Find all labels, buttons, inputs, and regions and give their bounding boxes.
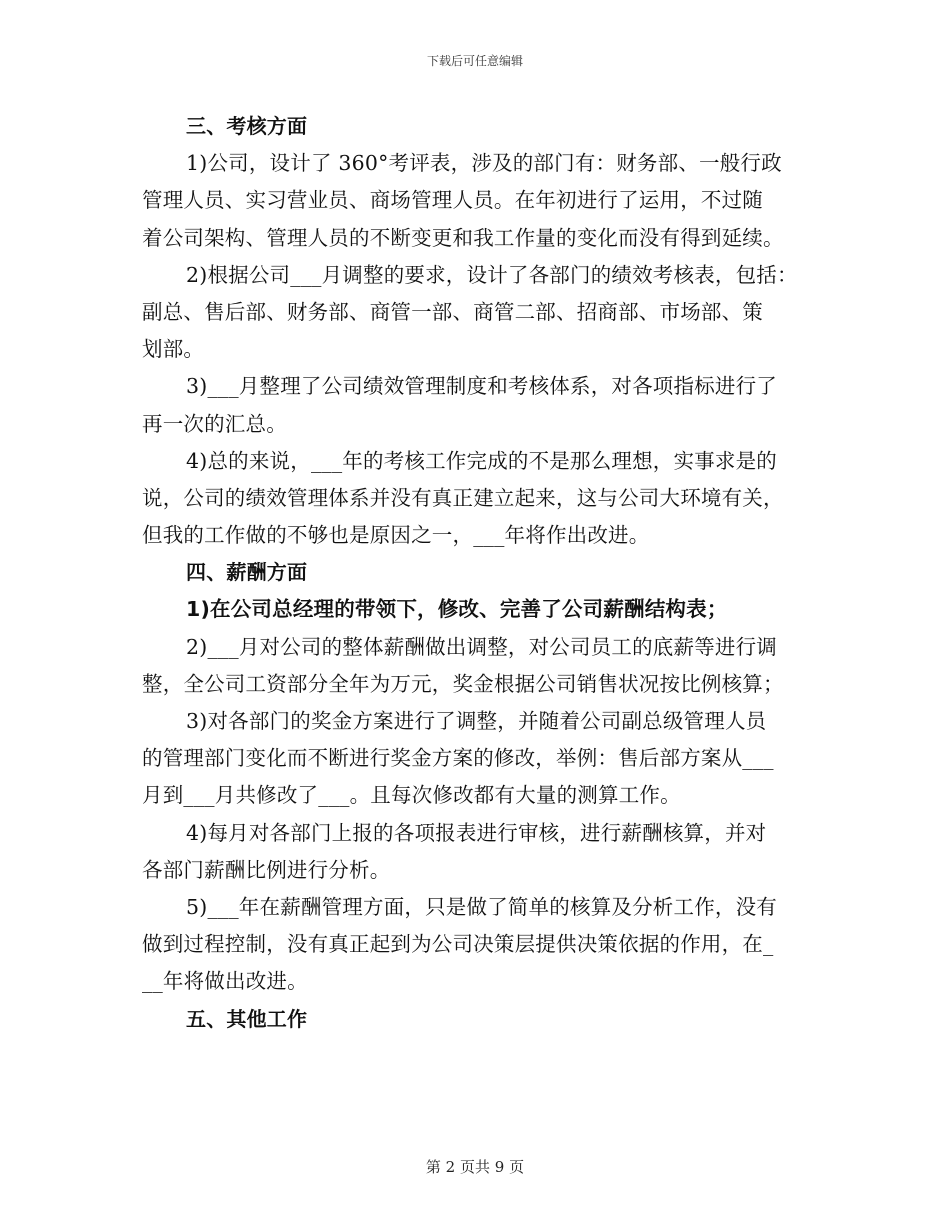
paragraph-line: 再一次的汇总。: [142, 411, 287, 436]
paragraph-line: 2)___月对公司的整体薪酬做出调整，对公司员工的底薪等进行调: [186, 634, 777, 659]
page-header: 下载后可任意编辑: [426, 54, 523, 68]
paragraph-line: __年将做出改进。: [142, 969, 308, 994]
paragraph-line: 月到___月共修改了___。且每次修改都有大量的测算工作。: [142, 783, 681, 808]
paragraph-line: 说，公司的绩效管理体系并没有真正建立起来，这与公司大环境有关，: [142, 485, 784, 510]
section-heading-assessment: 三、考核方面: [186, 114, 308, 138]
paragraph-line: 划部。: [142, 337, 205, 362]
paragraph-line: 但我的工作做的不够也是原因之一，___年将作出改进。: [142, 523, 650, 548]
paragraph-line: 各部门薪酬比例进行分析。: [142, 857, 391, 882]
document-body: [142, 108, 810, 1038]
paragraph-line: 3)___月整理了公司绩效管理制度和考核体系，对各项指标进行了: [186, 374, 777, 399]
page-footer: 第 2 页共 9 页: [425, 1158, 525, 1176]
paragraph-line: 整，全公司工资部分全年为万元，奖金根据公司销售状况按比例核算；: [142, 671, 784, 696]
paragraph-line: 2)根据公司___月调整的要求，设计了各部门的绩效考核表，包括：: [186, 262, 798, 287]
section-heading-compensation: 四、薪酬方面: [186, 560, 308, 585]
paragraph-line: 1)公司，设计了 360°考评表，涉及的部门有：财务部、一般行政: [186, 151, 782, 176]
paragraph-line: 的管理部门变化而不断进行奖金方案的修改，举例：售后部方案从___: [142, 746, 774, 771]
paragraph-line: 着公司架构、管理人员的不断变更和我工作量的变化而没有得到延续。: [142, 225, 784, 250]
section-heading-other-work: 五、其他工作: [186, 1006, 308, 1031]
paragraph-line: 副总、售后部、财务部、商管一部、商管二部、招商部、市场部、策: [142, 299, 763, 324]
paragraph-line: 4)总的来说，___年的考核工作完成的不是那么理想，实事求是的: [186, 448, 777, 473]
paragraph-line: 4)每月对各部门上报的各项报表进行审核，进行薪酬核算，并对: [186, 820, 767, 845]
paragraph-line: 5)___年在薪酬管理方面，只是做了简单的核算及分析工作，没有: [186, 894, 777, 919]
paragraph-line: 做到过程控制，没有真正起到为公司决策层提供决策依据的作用，在_: [142, 932, 774, 957]
paragraph-line: 管理人员、实习营业员、商场管理人员。在年初进行了运用，不过随: [142, 188, 763, 213]
paragraph-line-bold: 1)在公司总经理的带领下，修改、完善了公司薪酬结构表；: [186, 597, 728, 622]
paragraph-line: 3)对各部门的奖金方案进行了调整，并随着公司副总级管理人员: [186, 709, 767, 733]
